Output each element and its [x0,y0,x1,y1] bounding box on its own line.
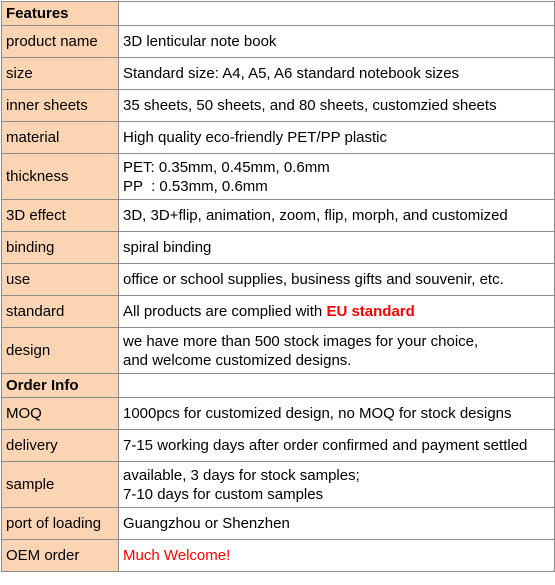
row-label: size [2,58,119,90]
table-row [2,296,555,328]
eu-standard-highlight: EU standard [326,303,415,320]
value-line: 7-10 days for custom samples [123,485,324,503]
section-row-features [2,2,555,26]
row-label: port of loading [2,508,119,540]
table-row [2,264,555,296]
table-row [2,540,555,572]
row-label: material [2,122,119,154]
section-heading-order-info: Order Info [2,374,119,398]
row-label: use [2,264,119,296]
row-value: Guangzhou or Shenzhen [119,508,555,540]
row-value: office or school supplies, business gifts and souvenir, etc. [119,264,555,296]
value-line: PET: 0.35mm, 0.45mm, 0.6mm [123,158,330,176]
table-row [2,430,555,462]
row-label: OEM order [2,540,119,572]
value-line: and welcome customized designs. [123,351,352,369]
table-row [2,90,555,122]
table-row [2,508,555,540]
product-spec-table [1,1,555,572]
value-text: All products are complied with [123,303,327,320]
table-row [2,398,555,430]
table-row [2,58,555,90]
row-value: 1000pcs for customized design, no MOQ for stock designs [119,398,555,430]
row-label: thickness [2,154,119,200]
table-row [2,232,555,264]
table-row [2,122,555,154]
table-row [2,200,555,232]
row-value: 3D lenticular note book [119,26,555,58]
row-value: Standard size: A4, A5, A6 standard notebook sizes [119,58,555,90]
row-value: 35 sheets, 50 sheets, and 80 sheets, customzied sheets [119,90,555,122]
row-value: spiral binding [119,232,555,264]
row-value: 7-15 working days after order confirmed and payment settled [119,430,555,462]
row-label: design [2,328,119,374]
row-label: inner sheets [2,90,119,122]
row-label: delivery [2,430,119,462]
oem-order-value: Much Welcome! [119,540,555,572]
section-blank-cell [119,374,555,398]
row-value [119,296,555,328]
row-value-multiline [119,462,555,508]
table-row [2,328,555,374]
row-label: 3D effect [2,200,119,232]
row-value-multiline [119,328,555,374]
row-value: 3D, 3D+flip, animation, zoom, flip, morph, and customized [119,200,555,232]
row-label: product name [2,26,119,58]
section-row-order-info [2,374,555,398]
table-row [2,462,555,508]
row-label: standard [2,296,119,328]
value-line: available, 3 days for stock samples; [123,466,360,484]
table-row [2,26,555,58]
row-value-multiline [119,154,555,200]
row-value: High quality eco-friendly PET/PP plastic [119,122,555,154]
section-blank-cell [119,2,555,26]
section-heading-features: Features [2,2,119,26]
value-line: we have more than 500 stock images for your choice, [123,332,479,350]
row-label: sample [2,462,119,508]
row-label: MOQ [2,398,119,430]
row-label: binding [2,232,119,264]
value-line: PP : 0.53mm, 0.6mm [123,177,268,195]
table-row [2,154,555,200]
